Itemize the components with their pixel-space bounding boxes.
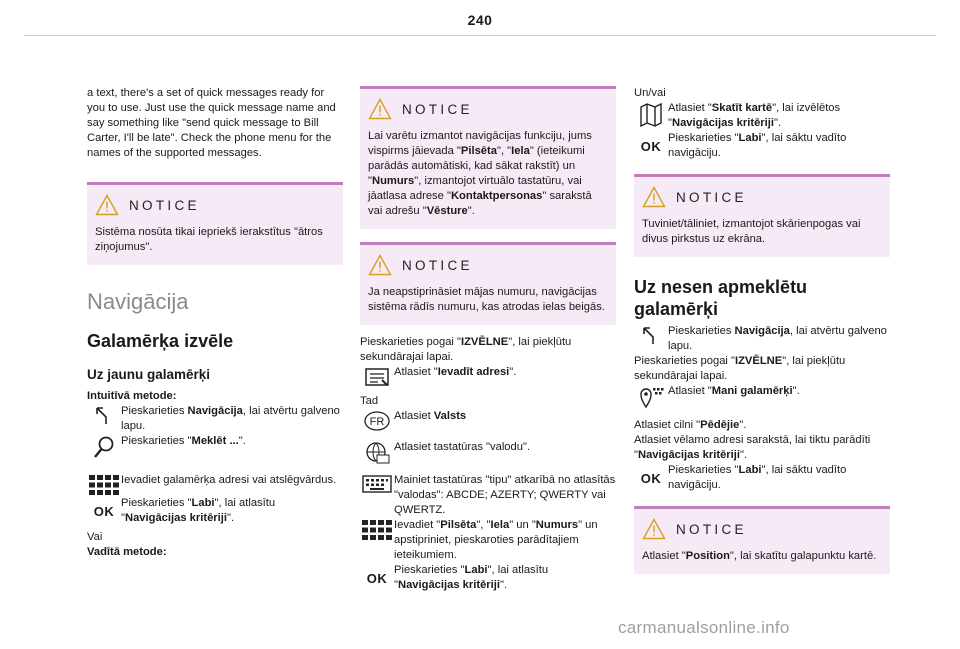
notice-title: NOTICE [402,257,473,273]
or-label: Vai [87,531,103,543]
step-view-on-map: Atlasiet "Skatīt kartē", lai izvēlētos "Navigācijas kritēriji". [634,101,890,131]
step-confirm: OK Pieskarieties "Labi", lai sāktu vadīto navigāciju. [640,464,847,491]
menu-paragraph: Pieskarieties pogai "IZVĒLNE", lai piekļūtu sekundārajai lapai. [634,355,846,382]
method-label: Intuitīvā metode: [87,390,177,402]
notice-title: NOTICE [402,101,473,117]
step-language: Atlasiet tastatūras "valodu". [360,440,616,465]
ok-icon: OK [366,571,388,586]
ok-icon: OK [640,139,662,154]
step-enter-address: Ievadiet galamērķa adresi vai atslēgvārdus. [87,473,343,496]
step-my-destinations: Atlasiet "Mani galamērķi". [634,384,890,409]
ok-icon: OK [93,504,115,519]
step-confirm: OK Pieskarieties "Labi", lai atlasītu "Navigācijas kritēriji". [366,564,549,591]
step-enter-city-street: Ievadiet "Pilsēta", "Iela" un "Numurs" un apstipriniet, pieskaroties parādītajiem ieteikumiem. [360,518,616,563]
column-2 [360,86,616,593]
intro-paragraph: a text, there's a set of quick messages ready for you to use. Just use the quick message name and say something like "send quick message to Bill Carter, I'll be late". Check the phone menu for the names of the supported messages. [87,87,336,159]
menu-paragraph: Pieskarieties pogai "IZVĒLNE", lai piekļūtu sekundārajai lapai. [360,336,572,363]
page-number: 240 [467,12,493,28]
step-country: FR Atlasiet Valsts [360,409,616,432]
select-address-paragraph: Atlasiet vēlamo adresi sarakstā, lai tiktu parādīti "Navigācijas kritēriji". [634,434,871,461]
warning-icon [642,518,666,540]
notice-box [360,86,616,229]
keyboard-language-icon [363,441,391,465]
then-label: Tad [360,395,379,407]
map-icon [638,102,664,128]
heading-recent-destination: Uz nesen apmeklētu galamērķi [634,277,808,319]
tab-paragraph: Atlasiet cilni "Pēdējie". [634,419,747,431]
notice-title: NOTICE [129,197,200,213]
step-confirm: OK Pieskarieties "Labi", lai sāktu vadīto navigāciju. [640,132,847,159]
step-confirm: OK Pieskarieties "Labi", lai atlasītu "Navigācijas kritēriji". [93,497,276,524]
navigation-arrow-icon [93,405,115,427]
step-enter-address: Atlasiet "Ievadīt adresi". [360,365,616,390]
keyboard-grid-icon [89,474,119,496]
svg-text:FR: FR [369,416,385,428]
my-destinations-icon [638,385,664,409]
ok-icon: OK [640,471,662,486]
column-3 [634,86,890,574]
notice-box [634,174,890,257]
search-icon [92,435,116,461]
heading-destination-choice: Galamērķa izvēle [87,331,234,351]
step-navigation: Pieskarieties Navigācija, lai atvērtu galveno lapu. [87,404,343,434]
notice-title: NOTICE [676,189,747,205]
column-1 [87,86,343,560]
step-navigation: Pieskarieties Navigācija, lai atvērtu galveno lapu. [634,324,890,354]
guided-method-label: Vadītā metode: [87,546,167,558]
and-or-label: Un/vai [634,87,666,99]
warning-icon [368,254,392,276]
warning-icon [642,186,666,208]
keyboard-icon [362,474,392,494]
keyboard-grid-icon [362,519,392,541]
notice-box [87,182,343,265]
notice-text: Tuviniet/tāliniet, izmantojot skārienpogas vai divus pirkstus uz ekrāna. [642,218,861,245]
watermark: carmanualsonline.info [618,618,790,637]
notice-text: Sistēma nosūta tikai iepriekš ierakstītus "ātros ziņojumus". [95,226,323,253]
notice-title: NOTICE [676,521,747,537]
step-keyboard-type: Mainiet tastatūras "tipu" atkarībā no atlasītās "valodas": ABCDE; AZERTY; QWERTY vai QWERTZ. [360,473,616,518]
warning-icon [368,98,392,120]
step-search: Pieskarieties "Meklēt ...". [87,434,343,461]
header-rule [24,35,936,36]
navigation-arrow-icon [640,325,662,347]
section-title: Navigācija [87,289,189,314]
country-fr-icon [363,410,391,432]
notice-text: Lai varētu izmantot navigācijas funkciju, jums vispirms jāievada "Pilsēta", "Iela" (ieteikumi parādās automātiski, kad sākat rakstīt) un "Numurs", izmantojot virtuālo tastatūru, vai jāatlasa adrese "Kontaktpersonas" sarakstā vai adrešu "Vēsture". [368,130,592,217]
notice-box [634,506,890,574]
notice-text: Ja neapstiprināsiet mājas numuru, navigācijas sistēma rādīs numuru, kas atrodas ielas beigās. [368,286,605,313]
warning-icon [95,194,119,216]
notice-box [360,242,616,325]
notice-text: Atlasiet "Position", lai skatītu galapunktu kartē. [642,550,877,562]
address-entry-icon [364,366,390,390]
heading-new-destination: Uz jaunu galamērķi [87,367,211,382]
